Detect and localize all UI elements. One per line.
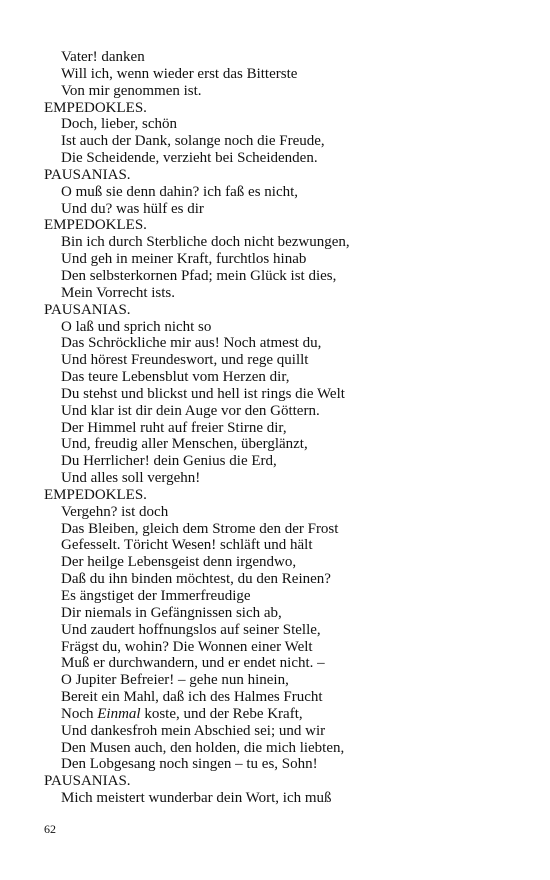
- verse-line: Die Scheidende, verzieht bei Scheidenden.: [61, 150, 318, 167]
- verse-line: Den selbsterkornen Pfad; mein Glück ist dies,: [61, 267, 337, 284]
- verse-line: Muß er durchwandern, und er endet nicht. –: [61, 655, 325, 672]
- text-segment: Noch: [61, 705, 98, 722]
- verse-line: Und, freudig aller Menschen, überglänzt,: [61, 436, 308, 453]
- verse-line: Der heilge Lebensgeist denn irgendwo,: [61, 554, 297, 571]
- speaker-name: PAUSANIAS.: [44, 773, 131, 790]
- verse-line: Dir niemals in Gefängnissen sich ab,: [61, 604, 282, 621]
- verse-line: Den Lobgesang noch singen – tu es, Sohn!: [61, 756, 318, 773]
- verse-line: Und alles soll vergehn!: [61, 470, 201, 487]
- verse-line: Gefesselt. Töricht Wesen! schläft und hält: [61, 537, 313, 554]
- verse-line: [0, 706, 550, 723]
- verse-line: Daß du ihn binden möchtest, du den Reinen?: [61, 571, 331, 588]
- verse-line: O Jupiter Befreier! – gehe nun hinein,: [61, 672, 289, 689]
- verse-line: Mein Vorrecht ists.: [61, 284, 176, 301]
- verse-line: O muß sie denn dahin? ich faß es nicht,: [61, 183, 299, 200]
- verse-line: Und geh in meiner Kraft, furchtlos hinab: [61, 251, 307, 268]
- verse-line: Vater! danken: [61, 49, 145, 65]
- verse-line: Und klar ist dir dein Auge vor den Göttern.: [61, 402, 320, 419]
- verse-line: Mich meistert wunderbar dein Wort, ich muß: [61, 790, 332, 807]
- speaker-name: PAUSANIAS.: [44, 166, 131, 183]
- text-block: [0, 49, 550, 807]
- verse-line: Du Herrlicher! dein Genius die Erd,: [61, 453, 277, 470]
- verse-line: O laß und sprich nicht so: [61, 318, 212, 335]
- verse-line: Der Himmel ruht auf freier Stirne dir,: [61, 419, 287, 436]
- speaker-name: EMPEDOKLES.: [44, 486, 147, 503]
- verse-line: Doch, lieber, schön: [61, 116, 178, 133]
- verse-line: Du stehst und blickst und hell ist rings die Welt: [61, 385, 345, 402]
- verse-line: Und dankesfroh mein Abschied sei; und wir: [61, 722, 326, 739]
- emphasized-text: Einmal: [97, 705, 141, 722]
- verse-line: Und hörest Freundeswort, und rege quillt: [61, 352, 309, 369]
- verse-line: Das Schröckliche mir aus! Noch atmest du,: [61, 335, 322, 352]
- verse-line: Und du? was hülf es dir: [61, 200, 204, 217]
- speaker-name: EMPEDOKLES.: [44, 217, 147, 234]
- verse-line: Vergehn? ist doch: [61, 503, 169, 520]
- verse-line: Den Musen auch, den holden, die mich liebten,: [61, 739, 345, 756]
- verse-line: Bereit ein Mahl, daß ich des Halmes Frucht: [61, 689, 323, 706]
- verse-line: Will ich, wenn wieder erst das Bitterste: [61, 65, 298, 82]
- verse-line: Und zaudert hoffnungslos auf seiner Stelle,: [61, 621, 321, 638]
- text-segment: koste, und der Rebe Kraft,: [140, 705, 303, 722]
- verse-line: Das teure Lebensblut vom Herzen dir,: [61, 369, 290, 386]
- verse-line: Ist auch der Dank, solange noch die Freude,: [61, 133, 325, 150]
- page-number: 62: [44, 822, 56, 836]
- verse-line: Von mir genommen ist.: [61, 82, 202, 99]
- verse-line: Das Bleiben, gleich dem Strome den der Frost: [61, 520, 339, 537]
- verse-line: Es ängstiget der Immerfreudige: [61, 588, 251, 604]
- speaker-name: EMPEDOKLES.: [44, 99, 147, 116]
- speaker-name: PAUSANIAS.: [44, 301, 131, 318]
- verse-line: Frägst du, wohin? Die Wonnen einer Welt: [61, 638, 313, 655]
- verse-line: Bin ich durch Sterbliche doch nicht bezwungen,: [61, 234, 350, 251]
